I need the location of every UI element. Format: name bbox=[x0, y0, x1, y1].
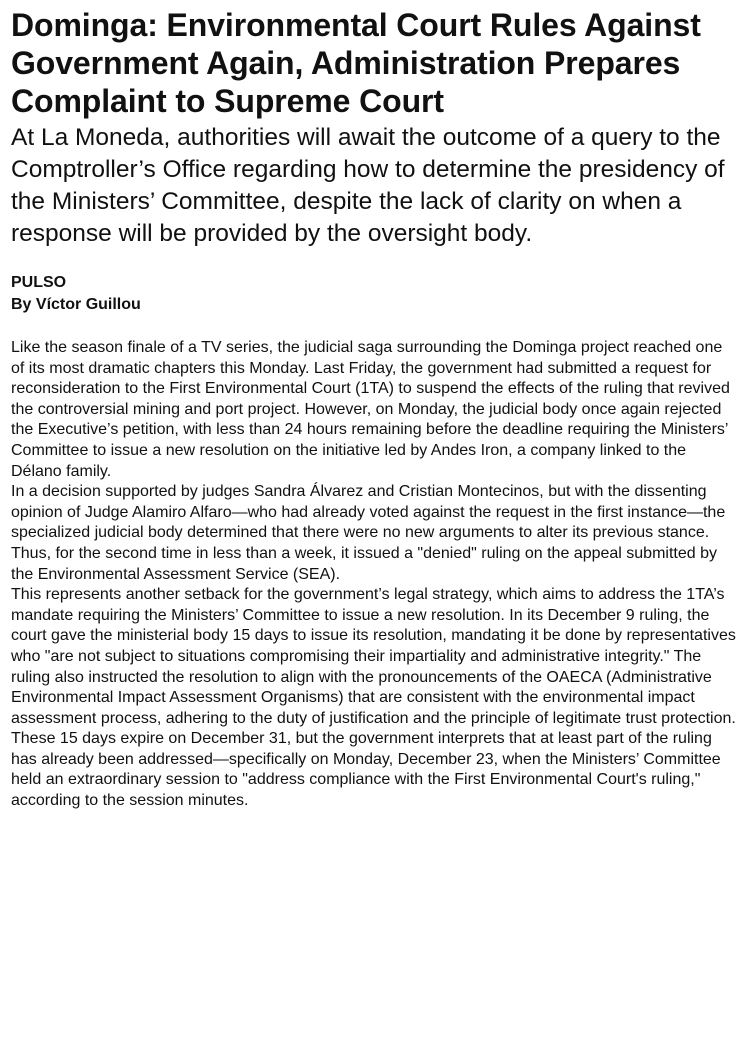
body-paragraph: Like the season finale of a TV series, the judicial saga surrounding the Dominga project reached one of its most dramatic chapters this Monday. Last Friday, the government had submitted a request for reconsideration to the First Environmental Court (1TA) to suspend the effects of the ruling that revived the controversial mining and port project. However, on Monday, the judicial body once again rejected the Executive’s petition, with less than 24 hours remaining before the deadline requiring the Ministers’ Committee to issue a new resolution on the initiative led by Andes Iron, a company linked to the Délano family. bbox=[11, 339, 730, 480]
headline: Dominga: Environmental Court Rules Against Government Again, Administration Prepares Complaint to Supreme Court bbox=[11, 7, 701, 119]
section-label: PULSO bbox=[11, 274, 67, 291]
article-body bbox=[11, 338, 740, 812]
byline-block bbox=[11, 272, 740, 316]
byline: By Víctor Guillou bbox=[11, 296, 141, 313]
body-paragraph: These 15 days expire on December 31, but the government interprets that at least part of the ruling has already been addressed—specifically on Monday, December 23, when the Ministers’ Committee held an extraordinary session to "address compliance with the First Environmental Court's ruling," according to the session minutes. bbox=[11, 730, 721, 810]
body-paragraph: This represents another setback for the government’s legal strategy, which aims to address the 1TA’s mandate requiring the Ministers’ Committee to issue a new resolution. In its December 9 ruling, the court gave the ministerial body 15 days to issue its resolution, mandating it be done by representatives who "are not subject to situations compromising their impartiality and administrative integrity." The ruling also instructed the resolution to align with the pronouncements of the OAECA (Administrative Environmental Impact Assessment Organisms) that are consistent with the environmental impact assessment process, adhering to the duty of justification and the principle of legitimate trust protection. bbox=[11, 586, 736, 727]
subheadline: At La Moneda, authorities will await the outcome of a query to the Comptroller’s Office regarding how to determine the presidency of the Ministers’ Committee, despite the lack of clarity on when a response will be provided by the oversight body. bbox=[11, 124, 725, 247]
body-paragraph: In a decision supported by judges Sandra Álvarez and Cristian Montecinos, but with the dissenting opinion of Judge Alamiro Alfaro—who had already voted against the request in the first instance—the specialized judicial body determined that there were no new arguments to alter its previous stance. Thus, for the second time in less than a week, it issued a "denied" ruling on the appeal submitted by the Environmental Assessment Service (SEA). bbox=[11, 483, 726, 583]
